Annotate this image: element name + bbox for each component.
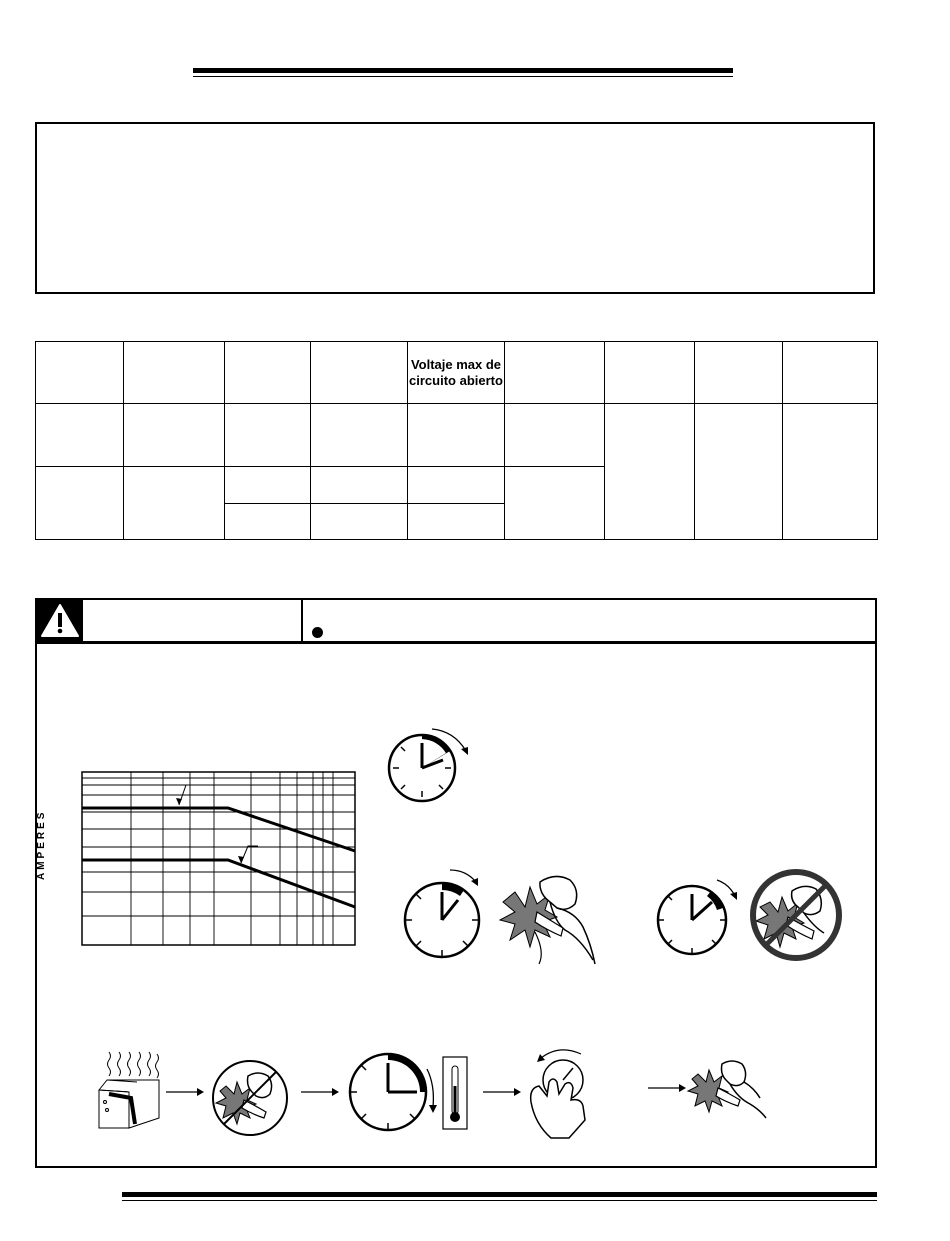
welder-icon (495, 872, 600, 967)
arrow-right-icon (483, 1086, 523, 1098)
bottom-rule-thick (122, 1192, 877, 1197)
hand-dial-icon (525, 1042, 605, 1140)
no-welding-icon (748, 867, 844, 963)
clock-icon (388, 727, 478, 807)
clock-icon (345, 1045, 445, 1135)
arrow-right-icon (166, 1086, 206, 1098)
header-open-circuit-voltage: Voltaje max de circuito abierto (408, 342, 505, 404)
no-welding-icon (210, 1058, 290, 1138)
chart-ylabel: AMPERES (36, 809, 47, 880)
heat-waves-icon (97, 1050, 165, 1130)
arrow-right-icon (301, 1086, 341, 1098)
welder-icon (688, 1058, 768, 1120)
clock-icon (655, 866, 745, 966)
thermometer-icon (442, 1056, 468, 1130)
clock-icon (400, 866, 495, 966)
bottom-rule-thin (122, 1200, 877, 1201)
arrow-right-icon (648, 1082, 688, 1094)
